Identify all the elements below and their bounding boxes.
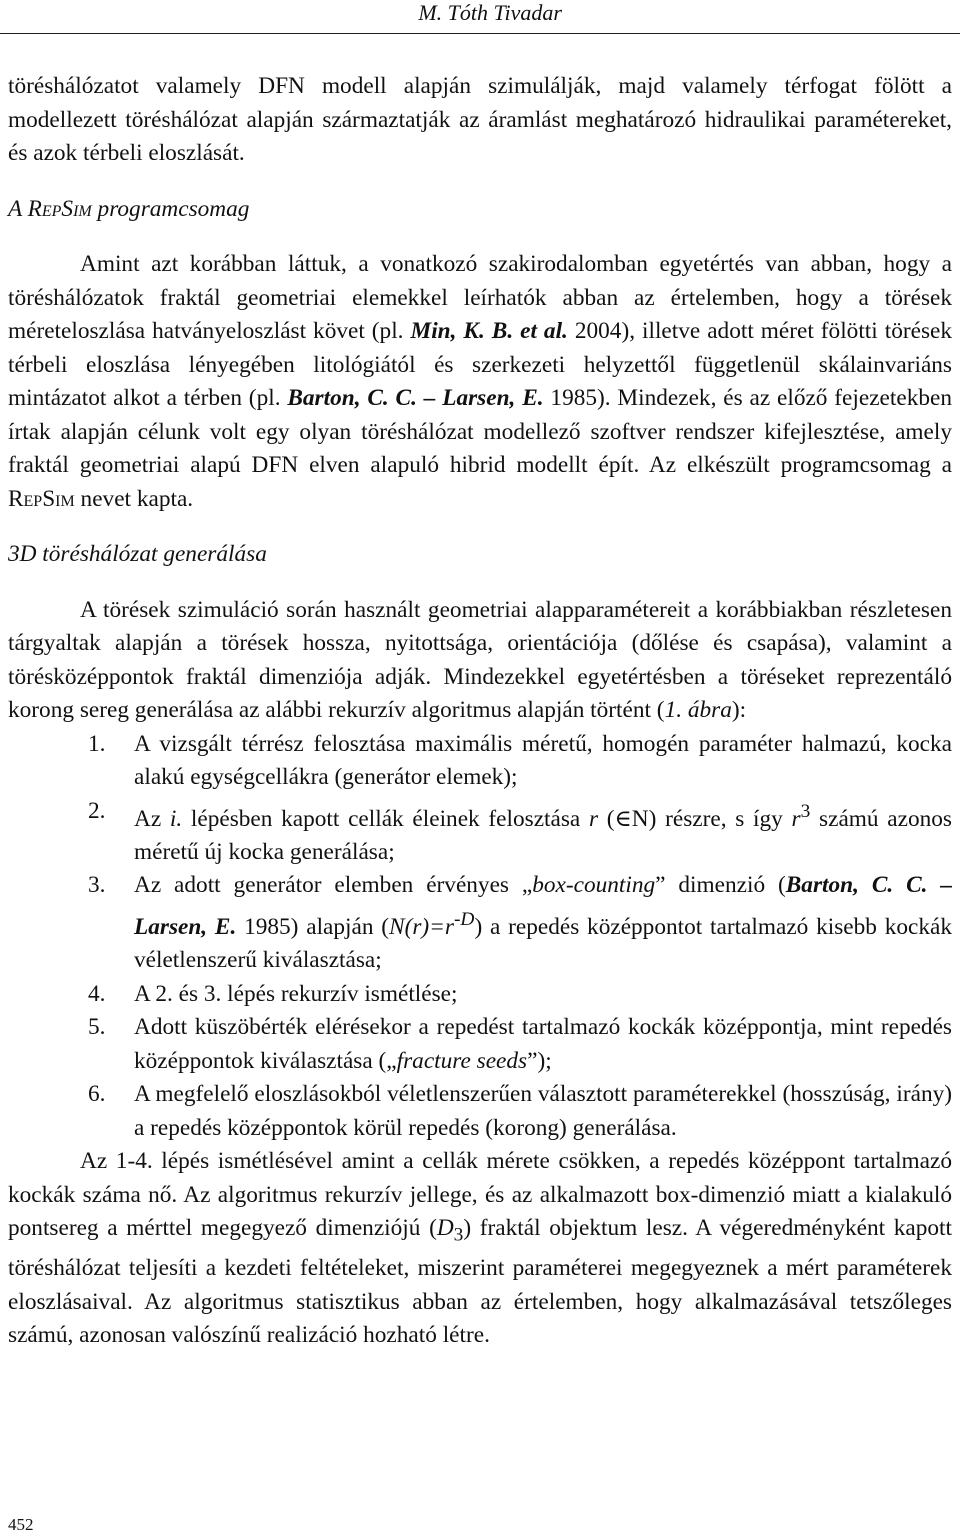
text-run: Adott küszöbérték elérésekor a repedést tartalmazó kockák középpontja, mint repedés középpontok kiválasztása („ — [134, 1014, 952, 1074]
section-title-repsim — [8, 193, 952, 227]
section-title-3d: 3D töréshálózat generálása — [8, 541, 267, 567]
text-run: 1985) alapján ( — [236, 913, 390, 940]
text-run: A megfelelő eloszlásokból véletlenszerűen választott paraméterekkel (hosszúság, irány) a repedés középpontok körül repedés (korong) generálása. — [134, 1081, 952, 1141]
text-run: 2004), illetve adott méret fölötti törések térbeli eloszlása lényegében litológiától és szerkezeti helyzettől függetlenül skálainvariáns mintázatot alkot a térben (pl. — [8, 318, 952, 411]
citation: Barton, C. C. – Larsen, E. — [134, 872, 952, 940]
superscript: 3 — [800, 800, 811, 822]
text-run: (∈N) részre, s így — [598, 805, 792, 832]
list-item-number: 6. — [88, 1081, 106, 1108]
header-rule — [0, 33, 960, 34]
list-item-number: 4. — [88, 980, 106, 1007]
variable: i. — [169, 805, 183, 832]
section-title-prefix: A — [8, 195, 28, 222]
text-run: 1985). Mindezek, és az előző fejezetekben írtak alapján célunk volt egy olyan töréshálózat modellező szoftver rendszer kifejlesztése, amely fraktál geometriai alapú DFN elven alapuló hibrid modellt épít. Az elkészült programcsomag a — [8, 385, 952, 478]
text-run: ”); — [527, 1047, 552, 1074]
text-run: Az adott generátor elemben érvényes „ — [134, 872, 533, 899]
variable: r — [791, 805, 801, 832]
intro-paragraph: töréshálózatot valamely DFN modell alapján szimulálják, majd valamely térfogat fölött a modellezett töréshálózat alapján származtatják az áramlást meghatározó hidraulikai paramétereket, és azok térbeli eloszlását. — [8, 73, 952, 166]
text-run: ) a repedés középpontot tartalmazó kisebb kockák véletlenszerű kiválasztása; — [134, 913, 952, 974]
text-run: A törések szimuláció során használt geometriai alapparamétereit a korábbiakban részletesen tárgyaltak alapján a törések hossza, nyitottsága, orientációja (dőlése és csapása), valamint a törésközéppontok fraktál dimenziója adják. Mindezekkel egyetértésben a töréseket reprezentáló korong sereg generálása az alábbi rekurzív algoritmus alapján történt ( — [8, 596, 952, 723]
section-title-program-name: RepSim — [27, 195, 92, 222]
text-run: Az 1-4. lépés ismétlésével amint a cellák mérete csökken, a repedés középpont tartalmazó kockák száma nő. Az algoritmus rekurzív jellege, és az alkalmazott box-dimenzió miatt a kialakuló pontsereg a mérttel megegyező dimenziójú ( — [8, 1148, 952, 1242]
superscript: -D — [453, 908, 475, 930]
text-run: A vizsgált térrész felosztása maximális méretű, homogén paraméter halmazú, kocka alakú egységcellákra (generátor elemek); — [134, 730, 952, 790]
list-item — [8, 1078, 952, 1145]
text-run: A 2. és 3. lépés rekurzív ismétlése; — [134, 980, 458, 1007]
list-item-number: 1. — [88, 730, 106, 757]
page-number: 452 — [8, 1515, 34, 1534]
text-run: ” dimenzió ( — [655, 872, 786, 899]
list-item — [8, 869, 952, 977]
running-header-author: M. Tóth Tivadar — [418, 0, 562, 25]
variable: r — [589, 805, 599, 832]
list-item — [8, 1011, 952, 1078]
citation: Barton, C. C. – Larsen, E. — [287, 385, 544, 411]
algorithm-summary-paragraph — [8, 1145, 952, 1353]
list-item-number: 3. — [88, 872, 106, 899]
list-item — [8, 728, 952, 795]
variable: D — [436, 1215, 454, 1242]
text-run: nevet kapta. — [74, 485, 194, 512]
term: box-counting — [532, 872, 656, 899]
text-run: Az — [134, 805, 170, 832]
page-body — [8, 70, 952, 1353]
term: fracture seeds — [396, 1047, 528, 1074]
citation: Min, K. B. et al. — [410, 318, 568, 344]
program-name: RepSim — [8, 485, 75, 512]
text-run: lépésben kapott cellák éleinek felosztása — [182, 805, 589, 832]
list-item-number: 5. — [88, 1014, 106, 1041]
list-item-number: 2. — [88, 797, 106, 824]
list-item — [8, 978, 952, 1012]
section-title-suffix: programcsomag — [91, 195, 250, 222]
text-run: Amint azt korábban láttuk, a vonatkozó szakirodalomban egyetértés van abban, hogy a töréshálózatok fraktál geometriai elemekkel leírhatók abban az értelemben, hogy a törések méreteloszlása hatványeloszlást követ (pl. — [8, 251, 952, 344]
repsim-paragraph — [8, 248, 952, 516]
text-run: ) fraktál objektum lesz. A végeredményként kapott töréshálózat teljesíti a kezdeti feltételeket, miszerint paraméterei megegyeznek a mért paraméterek eloszlásaival. Az algoritmus statisztikus abban az értelemben, hogy alkalmazásával tetszőleges számú, azonosan valószínű realizáció hozható létre. — [8, 1215, 952, 1349]
subscript: 3 — [453, 1224, 464, 1246]
list-item — [8, 795, 952, 870]
text-run: ): — [731, 697, 747, 723]
algorithm-intro-paragraph — [8, 594, 952, 728]
figure-reference: 1. ábra — [664, 697, 732, 723]
formula: N(r)=r — [389, 913, 454, 940]
algorithm-steps-list — [8, 728, 952, 1146]
text-run: számú azonos méretű új kocka generálása; — [134, 805, 952, 865]
